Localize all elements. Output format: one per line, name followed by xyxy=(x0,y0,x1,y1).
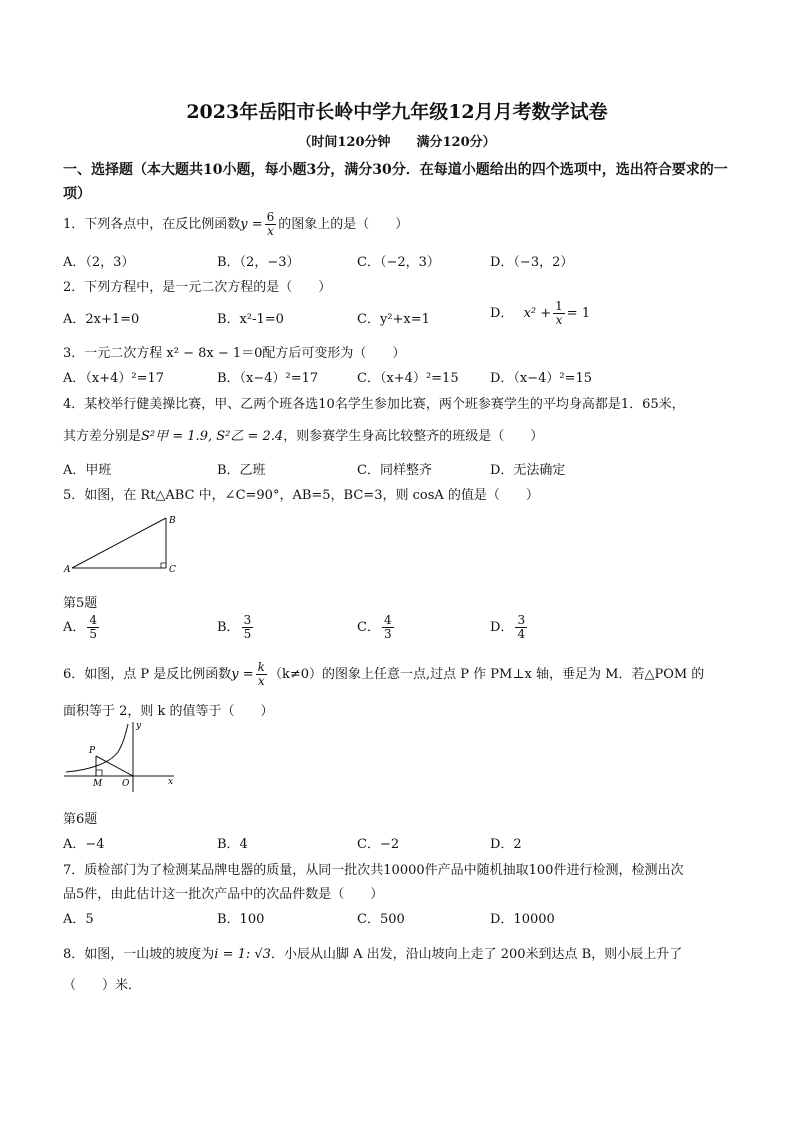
q5-option-d-fraction xyxy=(515,614,527,641)
q6-numerator: k xyxy=(257,660,265,674)
numerator: 4 xyxy=(383,613,392,627)
q2-option-d-letter: D． xyxy=(490,306,514,321)
numerator: 3 xyxy=(517,613,526,627)
figure-caption-6: 第6题 xyxy=(63,812,98,827)
q6-option-b[interactable]: B．4 xyxy=(217,837,248,852)
q6-option-a[interactable]: A．−4 xyxy=(63,837,105,852)
q3-option-c[interactable]: C．（x+4）²=15 xyxy=(357,371,459,386)
vertex-label-a: A xyxy=(64,565,71,575)
q5-option-b-letter: B． xyxy=(217,620,240,635)
question-8-line-2: （ ）米． xyxy=(63,978,142,993)
question-2-stem: 2．下列方程中，是一元二次方程的是（ ） xyxy=(63,280,332,295)
q6-text-pre: 6．如图，点 P 是反比例函数 xyxy=(63,667,232,682)
side-ab xyxy=(72,518,166,568)
q5-option-a-letter: A． xyxy=(63,620,86,635)
q1-option-b[interactable]: B．（2，−3） xyxy=(217,255,300,270)
q5-option-c[interactable] xyxy=(357,614,396,641)
q5-option-c-letter: C． xyxy=(357,620,380,635)
q1-text-pre: 1．下列各点中，在反比例函数 xyxy=(63,217,241,232)
denominator: 5 xyxy=(243,627,252,641)
section-heading: 一、选择题（本大题共10小题，每小题3分，满分30分．在每道小题给出的四个选项中，选出符合要求的一项） xyxy=(63,162,728,202)
q3-option-b[interactable]: B．（x−4）²=17 xyxy=(217,371,319,386)
q7-option-d[interactable]: D．10000 xyxy=(490,912,555,927)
q1-option-c[interactable]: C．（−2，3） xyxy=(357,255,440,270)
question-7-line-2: 品5件，由此估计这一批次产品中的次品件数是（ ） xyxy=(63,887,384,902)
q4-variance-math: S²甲 = 1.9, S²乙 = 2.4 xyxy=(141,429,284,444)
q5-option-b-fraction xyxy=(242,614,254,641)
q5-option-d[interactable] xyxy=(490,614,529,641)
axis-label-y: y xyxy=(136,721,142,731)
question-6-line-2: 面积等于 2，则 k 的值等于（ ） xyxy=(63,704,274,719)
numerator: 4 xyxy=(89,613,98,627)
q7-option-c[interactable]: C．500 xyxy=(357,912,405,927)
q7-option-a[interactable]: A．5 xyxy=(63,912,94,927)
q1-option-d[interactable]: D．（−3，2） xyxy=(490,255,574,270)
q2-d-denominator: x xyxy=(555,313,563,327)
q2-option-d[interactable] xyxy=(490,300,590,327)
q6-fraction xyxy=(256,661,267,688)
q1-option-a[interactable]: A．（2，3） xyxy=(63,255,135,270)
hyperbola-curve xyxy=(66,724,128,772)
q8-text-post: ．小辰从山脚 A 出发，沿山坡向上走了 200米到达点 B，则小辰上升了 xyxy=(270,947,683,962)
denominator: 4 xyxy=(517,627,526,641)
q1-numerator: 6 xyxy=(266,210,275,224)
q4-text-pre: 其方差分别是 xyxy=(63,429,142,444)
question-5-stem: 5．如图，在 Rt△ABC 中，∠C=90°，AB=5，BC=3，则 cosA 的值是（ ） xyxy=(63,488,539,503)
q2-d-numerator: 1 xyxy=(555,299,563,313)
exam-info: （时间120分钟 满分120分） xyxy=(298,135,496,150)
question-1-stem xyxy=(63,211,408,238)
q1-denominator: x xyxy=(267,224,274,238)
question-4-line-2 xyxy=(63,425,543,444)
q2-d-fraction xyxy=(553,300,565,327)
right-angle-mark xyxy=(96,770,102,776)
page-title: 2023年岳阳市长岭中学九年级12月月考数学试卷 xyxy=(186,101,608,123)
figure-caption-5: 第5题 xyxy=(63,596,98,611)
q5-option-a[interactable] xyxy=(63,614,101,641)
q6-func: y = xyxy=(231,667,254,682)
q6-option-c[interactable]: C．−2 xyxy=(357,837,400,852)
q5-option-a-fraction xyxy=(87,614,99,641)
q4-text-post: ，则参赛学生身高比较整齐的班级是（ ） xyxy=(283,429,544,444)
axis-label-x: x xyxy=(168,777,174,787)
q2-option-c[interactable]: C．y²+x=1 xyxy=(357,312,430,327)
denominator: 5 xyxy=(89,627,98,641)
q8-text-pre: 8．如图，一山坡的坡度为 xyxy=(63,947,215,962)
q6-graph-figure xyxy=(60,718,180,792)
numerator: 3 xyxy=(243,613,252,627)
question-3-stem: 3．一元二次方程 x² − 8x − 1＝0配方后可变形为（ ） xyxy=(63,346,406,361)
q3-option-a[interactable]: A．（x+4）²=17 xyxy=(63,371,165,386)
q1-fraction xyxy=(265,211,277,238)
q1-text-post: 的图象上的是（ ） xyxy=(278,217,409,232)
q4-option-a[interactable]: A．甲班 xyxy=(63,463,112,478)
q4-option-b[interactable]: B．乙班 xyxy=(217,463,266,478)
q5-option-d-letter: D． xyxy=(490,620,514,635)
q4-option-c[interactable]: C．同样整齐 xyxy=(357,463,432,478)
question-4-line-1: 4．某校举行健美操比赛，甲、乙两个班各选10名学生参加比赛，两个班参赛学生的平均身高都是1．65米， xyxy=(63,397,685,412)
question-8-line-1 xyxy=(63,943,682,962)
denominator: 3 xyxy=(383,627,392,641)
q8-slope-math: i = 1: √3 xyxy=(214,947,271,962)
q5-option-b[interactable] xyxy=(217,614,255,641)
q6-option-d[interactable]: D．2 xyxy=(490,837,522,852)
question-6-stem xyxy=(63,661,704,688)
vertex-label-c: C xyxy=(169,565,176,575)
q2-option-b[interactable]: B．x²-1=0 xyxy=(217,312,284,327)
q1-func: y = xyxy=(240,217,263,232)
q2-d-lhs: x² + xyxy=(523,306,552,321)
segment-po xyxy=(96,756,133,776)
vertex-label-b: B xyxy=(169,516,176,526)
q5-triangle-figure xyxy=(60,510,190,578)
point-label-o: O xyxy=(122,779,130,789)
question-7-line-1: 7．质检部门为了检测某品牌电器的质量，从同一批次共10000件产品中随机抽取100件进行检测，检测出次 xyxy=(63,863,684,878)
q2-option-a[interactable]: A．2x+1=0 xyxy=(63,312,140,327)
q3-option-d[interactable]: D．（x−4）²=15 xyxy=(490,371,593,386)
point-label-m: M xyxy=(93,779,103,789)
point-label-p: P xyxy=(89,746,96,756)
q6-denominator: x xyxy=(257,674,265,688)
right-angle-mark xyxy=(161,563,166,568)
q6-text-post: （k≠0）的图象上任意一点,过点 P 作 PM⊥x 轴，垂足为 M．若△POM 的 xyxy=(268,667,705,682)
q2-d-rhs: = 1 xyxy=(566,306,591,321)
q5-option-c-fraction xyxy=(382,614,394,641)
q4-option-d[interactable]: D．无法确定 xyxy=(490,463,566,478)
q7-option-b[interactable]: B．100 xyxy=(217,912,265,927)
